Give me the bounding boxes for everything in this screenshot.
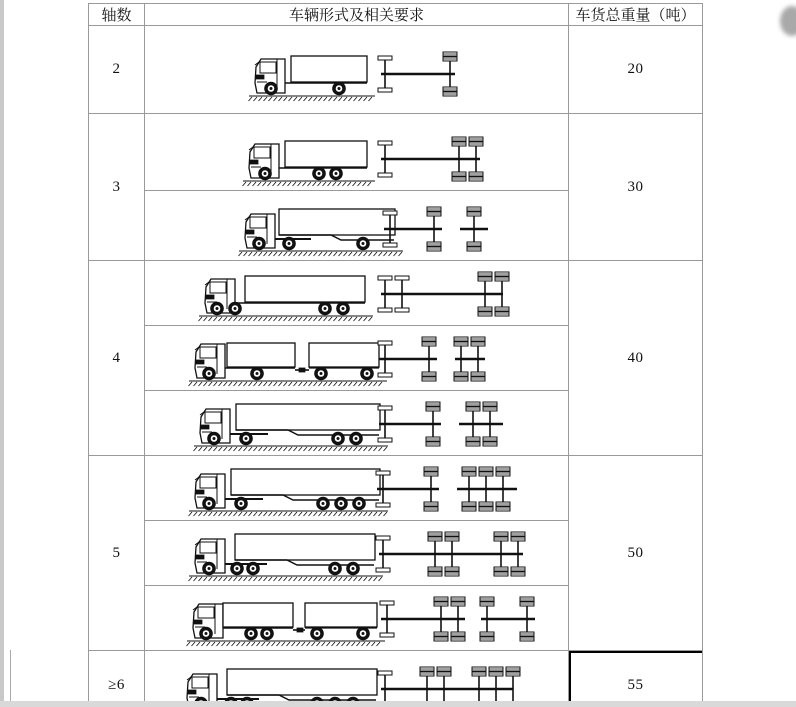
vehicle-diagram-cell-four-axle-truck-with-drawbar-trailer [145, 326, 569, 391]
vehicle-diagram-cell-six-plus-axle-tractor-semitrailer [145, 651, 569, 707]
vehicle-diagram-cell-four-axle-tractor-semitrailer [145, 391, 569, 456]
vehicle-diagram-four-axle-truck-with-drawbar-trailer [145, 327, 567, 390]
table-row [89, 114, 703, 191]
table-row [89, 261, 703, 326]
vehicle-diagram-five-axle-tractor-semitrailer-tridem [145, 457, 567, 520]
header-axles: 轴数 [89, 4, 145, 26]
vehicle-diagram-three-axle-tractor-semitrailer [145, 192, 567, 260]
header-row [89, 4, 703, 26]
scroll-thumb[interactable] [780, 6, 796, 36]
gross-weight-cell: 20 [569, 26, 703, 114]
vehicle-diagram-three-axle-truck [145, 115, 567, 190]
axle-weight-table [88, 3, 703, 707]
header-gross-weight: 车货总重量（吨） [569, 4, 703, 26]
axle-count-cell: 4 [89, 261, 145, 456]
header-vehicle-form: 车辆形式及相关要求 [145, 4, 569, 26]
axle-count-cell: 5 [89, 456, 145, 651]
axle-count-cell: 3 [89, 114, 145, 261]
vehicle-diagram-cell-three-axle-tractor-semitrailer [145, 191, 569, 261]
vehicle-diagram-six-plus-axle-tractor-semitrailer [145, 652, 567, 707]
axle-count-cell: 2 [89, 26, 145, 114]
vehicle-diagram-five-axle-tractor-semitrailer-tandem-drive [145, 522, 567, 585]
vehicle-diagram-cell-five-axle-tractor-semitrailer-tandem-drive [145, 521, 569, 586]
gross-weight-cell: 40 [569, 261, 703, 456]
vehicle-diagram-four-axle-truck-twin-steer [145, 262, 567, 325]
page-edge-line [10, 650, 11, 707]
vehicle-diagram-cell-five-axle-tractor-semitrailer-tridem [145, 456, 569, 521]
vehicle-diagram-five-axle-truck-with-drawbar-trailer [145, 587, 567, 650]
vehicle-diagram-cell-two-axle-truck [145, 26, 569, 114]
table-row [89, 651, 703, 707]
vehicle-diagram-four-axle-tractor-semitrailer [145, 392, 567, 455]
page-left-edge [0, 0, 4, 707]
gross-weight-cell: 55 [569, 651, 703, 707]
axle-count-cell: ≥6 [89, 651, 145, 707]
table-row [89, 26, 703, 114]
vehicle-diagram-cell-three-axle-truck [145, 114, 569, 191]
vehicle-diagram-cell-four-axle-truck-twin-steer [145, 261, 569, 326]
vehicle-diagram-cell-five-axle-truck-with-drawbar-trailer [145, 586, 569, 651]
table-row [89, 456, 703, 521]
bottom-scroll-track [0, 701, 796, 707]
gross-weight-cell: 50 [569, 456, 703, 651]
vehicle-diagram-two-axle-truck [145, 27, 567, 113]
gross-weight-cell: 30 [569, 114, 703, 261]
